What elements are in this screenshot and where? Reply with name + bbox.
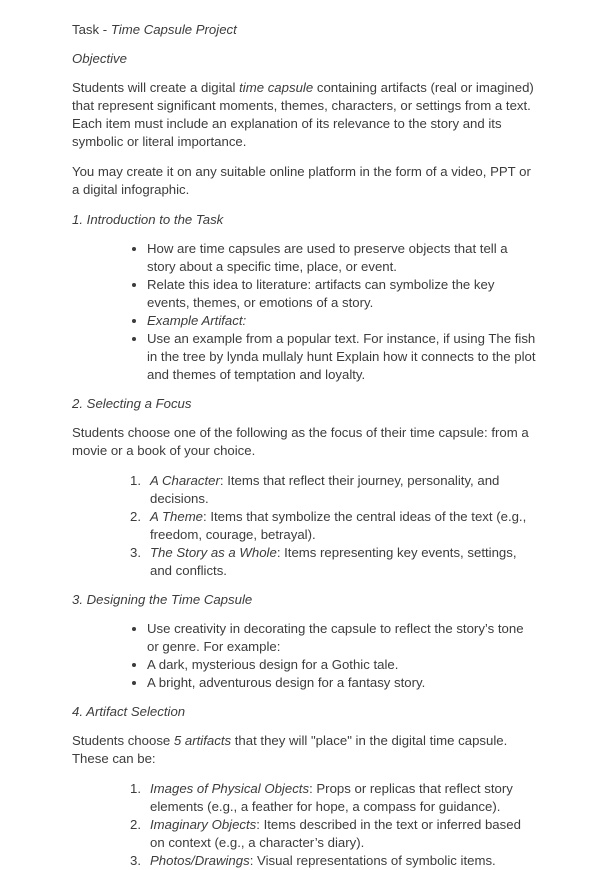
objective-paragraph-1 [72,79,536,151]
list-item [130,816,536,852]
list-item-lead: Images of Physical Objects [150,781,310,796]
section-2-intro: Students choose one of the following as the focus of their time capsule: from a movie or a book of your choice. [72,425,529,458]
list-item [130,508,536,544]
list-item-lead: A Character [150,473,220,488]
list-item-rest: : Items that reflect their journey, personality, and decisions. [150,473,500,506]
objective-p1-italic: time capsule [239,80,314,95]
section-4-heading: 4. Artifact Selection [72,704,186,719]
title-prefix: Task - [72,22,111,37]
section-2-heading: 2. Selecting a Focus [72,396,192,411]
section-4-intro-part-a: Students choose [72,733,174,748]
list-item: Use an example from a popular text. For instance, if using The fish in the tree by lynda mullaly hunt Explain how it connects to the plot and themes of temptation and loyalty. [130,330,536,384]
document-title [72,21,536,39]
section-3-bullet-list [72,620,536,692]
list-item-lead: Imaginary Objects [150,817,257,832]
section-4-intro-italic: 5 artifacts [173,733,232,748]
section-4-numbered-list [72,780,536,870]
list-item: Example Artifact: [130,312,536,330]
list-item [130,852,536,870]
list-item: A dark, mysterious design for a Gothic tale. [130,656,536,674]
list-item: A bright, adventurous design for a fantasy story. [130,674,536,692]
list-item-rest: : Items that symbolize the central ideas of the text (e.g., freedom, courage, betrayal). [150,509,527,542]
section-4-intro-part-b: that they will "place" in the digital time capsule. These can be: [72,733,508,766]
objective-p1-part-b: containing artifacts (real or imagined) that represent significant moments, themes, characters, or settings from a text. Each item must include an explanation of its relevance to the story and its symbolic or literal importance. [72,80,534,149]
section-4-intro [72,732,536,768]
list-item-rest: : Items representing key events, settings, and conflicts. [150,545,517,578]
list-item-lead: A Theme [150,509,204,524]
section-2-numbered-list [72,472,536,580]
list-item: How are time capsules are used to preserve objects that tell a story about a specific time, place, or event. [130,240,536,276]
objective-p1-part-a: Students will create a digital [72,80,240,95]
list-item [130,780,536,816]
title-italic: Time Capsule Project [110,22,237,37]
objective-heading: Objective [72,51,127,66]
list-item-rest: : Visual representations of symbolic items. [249,853,496,868]
section-1-heading: 1. Introduction to the Task [72,212,224,227]
list-item-lead: Photos/Drawings [150,853,250,868]
list-item-rest: : Items described in the text or inferred based on context (e.g., a character’s diary). [150,817,521,850]
list-item: Relate this idea to literature: artifacts can symbolize the key events, themes, or emotions of a story. [130,276,536,312]
section-3-heading: 3. Designing the Time Capsule [72,592,253,607]
list-item [130,544,536,580]
list-item [130,472,536,508]
objective-paragraph-2: You may create it on any suitable online platform in the form of a video, PPT or a digital infographic. [72,164,531,197]
list-item-rest: : Props or replicas that reflect story elements (e.g., a feather for hope, a compass for guidance). [150,781,513,814]
list-item: Use creativity in decorating the capsule to reflect the story’s tone or genre. For example: [130,620,536,656]
list-item-lead: The Story as a Whole [150,545,277,560]
section-1-bullet-list [72,240,536,384]
